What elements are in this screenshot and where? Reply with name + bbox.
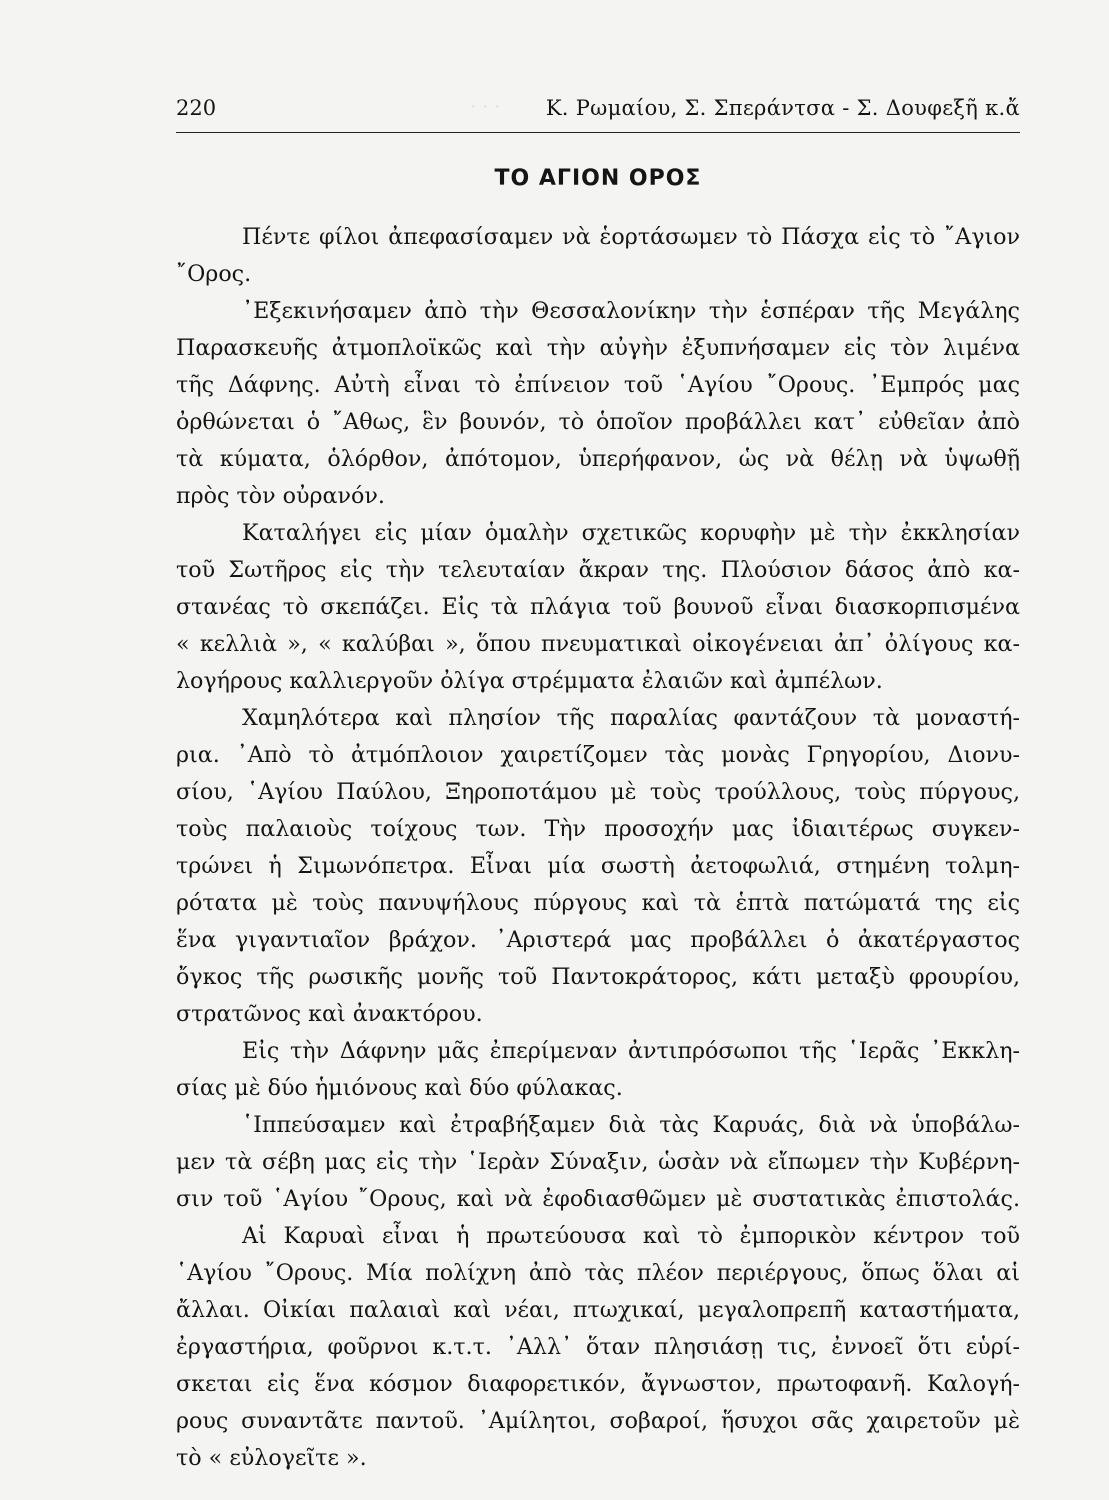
- text-line: ρους συναντᾶτε παντοῦ. ᾿Αμίλητοι, σοβαροί, ἥσυχοι σᾶς χαιρετοῦν μὲ: [176, 1408, 1020, 1434]
- text-line: ᾿Εξεκινήσαμεν ἀπὸ τὴν Θεσσαλονίκην τὴν ἑσπέραν τῆς Μεγάλης: [242, 298, 1020, 324]
- text-line: Χαμηλότερα καὶ πλησίον τῆς παραλίας φαντάζουν τὰ μοναστή-: [242, 705, 1020, 731]
- running-head-authors: Κ. Ρωμαίου, Σ. Σπεράντσα - Σ. Δουφεξῆ κ.ἄ: [545, 96, 1020, 120]
- show-through-text: · · ·: [470, 96, 501, 118]
- text-line: ἄλλαι. Οἰκίαι παλαιαὶ καὶ νέαι, πτωχικαί, μεγαλοπρεπῆ καταστήματα,: [176, 1297, 1020, 1323]
- text-line: ἐργαστήρια, φοῦρνοι κ.τ.τ. ᾿Αλλ᾿ ὅταν πλησιάσῃ τις, ἐννοεῖ ὅτι εὑρί-: [176, 1334, 1020, 1360]
- text-line: τοῦ Σωτῆρος εἰς τὴν τελευταίαν ἄκραν της. Πλούσιον δάσος ἀπὸ κα-: [176, 557, 1020, 583]
- text-line: ρότατα μὲ τοὺς πανυψήλους πύργους καὶ τὰ ἑπτὰ πατώματά της εἰς: [176, 890, 1020, 916]
- text-line: « κελλιὰ », « καλύβαι », ὅπου πνευματικαὶ οἰκογένειαι ἀπ᾿ ὀλίγους κα-: [176, 631, 1020, 657]
- body-text: [176, 219, 1020, 1477]
- text-line: Καταλήγει εἰς μίαν ὁμαλὴν σχετικῶς κορυφὴν μὲ τὴν ἐκκλησίαν: [242, 520, 1020, 546]
- text-line: ὄγκος τῆς ρωσικῆς μονῆς τοῦ Παντοκράτορος, κάτι μεταξὺ φρουρίου,: [176, 964, 1020, 990]
- text-line: σκεται εἰς ἕνα κόσμον διαφορετικόν, ἄγνωστον, πρωτοφανῆ. Καλογή-: [176, 1371, 1020, 1397]
- text-line: πρὸς τὸν οὐρανόν.: [176, 483, 385, 509]
- running-header: [176, 92, 1020, 133]
- text-line: Εἰς τὴν Δάφνην μᾶς ἐπερίμεναν ἀντιπρόσωποι τῆς ῾Ιερᾶς ᾿Εκκλη-: [242, 1038, 1020, 1064]
- text-line: Αἱ Καρυαὶ εἶναι ἡ πρωτεύουσα καὶ τὸ ἐμπορικὸν κέντρον τοῦ: [242, 1223, 1020, 1249]
- text-line: τὰ κύματα, ὁλόρθον, ἀπότομον, ὑπερήφανον, ὡς νὰ θέλῃ νὰ ὑψωθῇ: [176, 446, 1020, 472]
- text-line: τῆς Δάφνης. Αὐτὴ εἶναι τὸ ἐπίνειον τοῦ ῾Αγίου ῎Ορους. ᾿Εμπρός μας: [176, 372, 1020, 398]
- page-number: 220: [176, 96, 217, 120]
- text-line: τὸ « εὐλογεῖτε ».: [176, 1445, 367, 1471]
- text-line: ῾Ιππεύσαμεν καὶ ἐτραβήξαμεν διὰ τὰς Καρυάς, διὰ νὰ ὑποβάλω-: [242, 1112, 1020, 1138]
- text-line: ῎Ορος.: [176, 261, 252, 287]
- text-line: σίας μὲ δύο ἡμιόνους καὶ δύο φύλακας.: [176, 1075, 623, 1101]
- text-line: Παρασκευῆς ἀτμοπλοϊκῶς καὶ τὴν αὐγὴν ἐξυπνήσαμεν εἰς τὸν λιμένα: [176, 335, 1020, 361]
- text-line: στρατῶνος καὶ ἀνακτόρου.: [176, 1001, 483, 1027]
- text-line: ῾Αγίου ῎Ορους. Μία πολίχνη ἀπὸ τὰς πλέον περιέργους, ὅπως ὅλαι αἱ: [176, 1260, 1020, 1286]
- text-line: ρια. ᾿Απὸ τὸ ἀτμόπλοιον χαιρετίζομεν τὰς μονὰς Γρηγορίου, Διονυ-: [176, 742, 1020, 768]
- text-line: σίου, ῾Αγίου Παύλου, Ξηροποτάμου μὲ τοὺς τρούλλους, τοὺς πύργους,: [176, 779, 1020, 805]
- text-line: τοὺς παλαιοὺς τοίχους των. Τὴν προσοχήν μας ἰδιαιτέρως συγκεν-: [176, 816, 1020, 842]
- text-line: ἕνα γιγαντιαῖον βράχον. ᾿Αριστερά μας προβάλλει ὁ ἀκατέργαστος: [176, 927, 1020, 953]
- text-line: σιν τοῦ ῾Αγίου ῎Ορους, καὶ νὰ ἐφοδιασθῶμεν μὲ συστατικὰς ἐπιστολάς.: [176, 1186, 1020, 1212]
- text-line: στανέας τὸ σκεπάζει. Εἰς τὰ πλάγια τοῦ βουνοῦ εἶναι διασκορπισμένα: [176, 594, 1020, 620]
- text-line: μεν τὰ σέβη μας εἰς τὴν ῾Ιερὰν Σύναξιν, ὡσὰν νὰ εἴπωμεν τὴν Κυβέρνη-: [176, 1149, 1020, 1175]
- text-line: λογήρους καλλιεργοῦν ὀλίγα στρέμματα ἐλαιῶν καὶ ἀμπέλων.: [176, 668, 883, 694]
- text-line: τρώνει ἡ Σιμωνόπετρα. Εἶναι μία σωστὴ ἀετοφωλιά, στημένη τολμη-: [176, 853, 1020, 879]
- section-title: ΤΟ ΑΓΙΟΝ ΟΡΟΣ: [494, 166, 702, 191]
- text-line: Πέντε φίλοι ἀπεφασίσαμεν νὰ ἑορτάσωμεν τὸ Πάσχα εἰς τὸ ῎Αγιον: [242, 224, 1020, 250]
- text-line: ὀρθώνεται ὁ ῎Αθως, ἓν βουνόν, τὸ ὁποῖον προβάλλει κατ᾿ εὐθεῖαν ἀπὸ: [176, 409, 1020, 435]
